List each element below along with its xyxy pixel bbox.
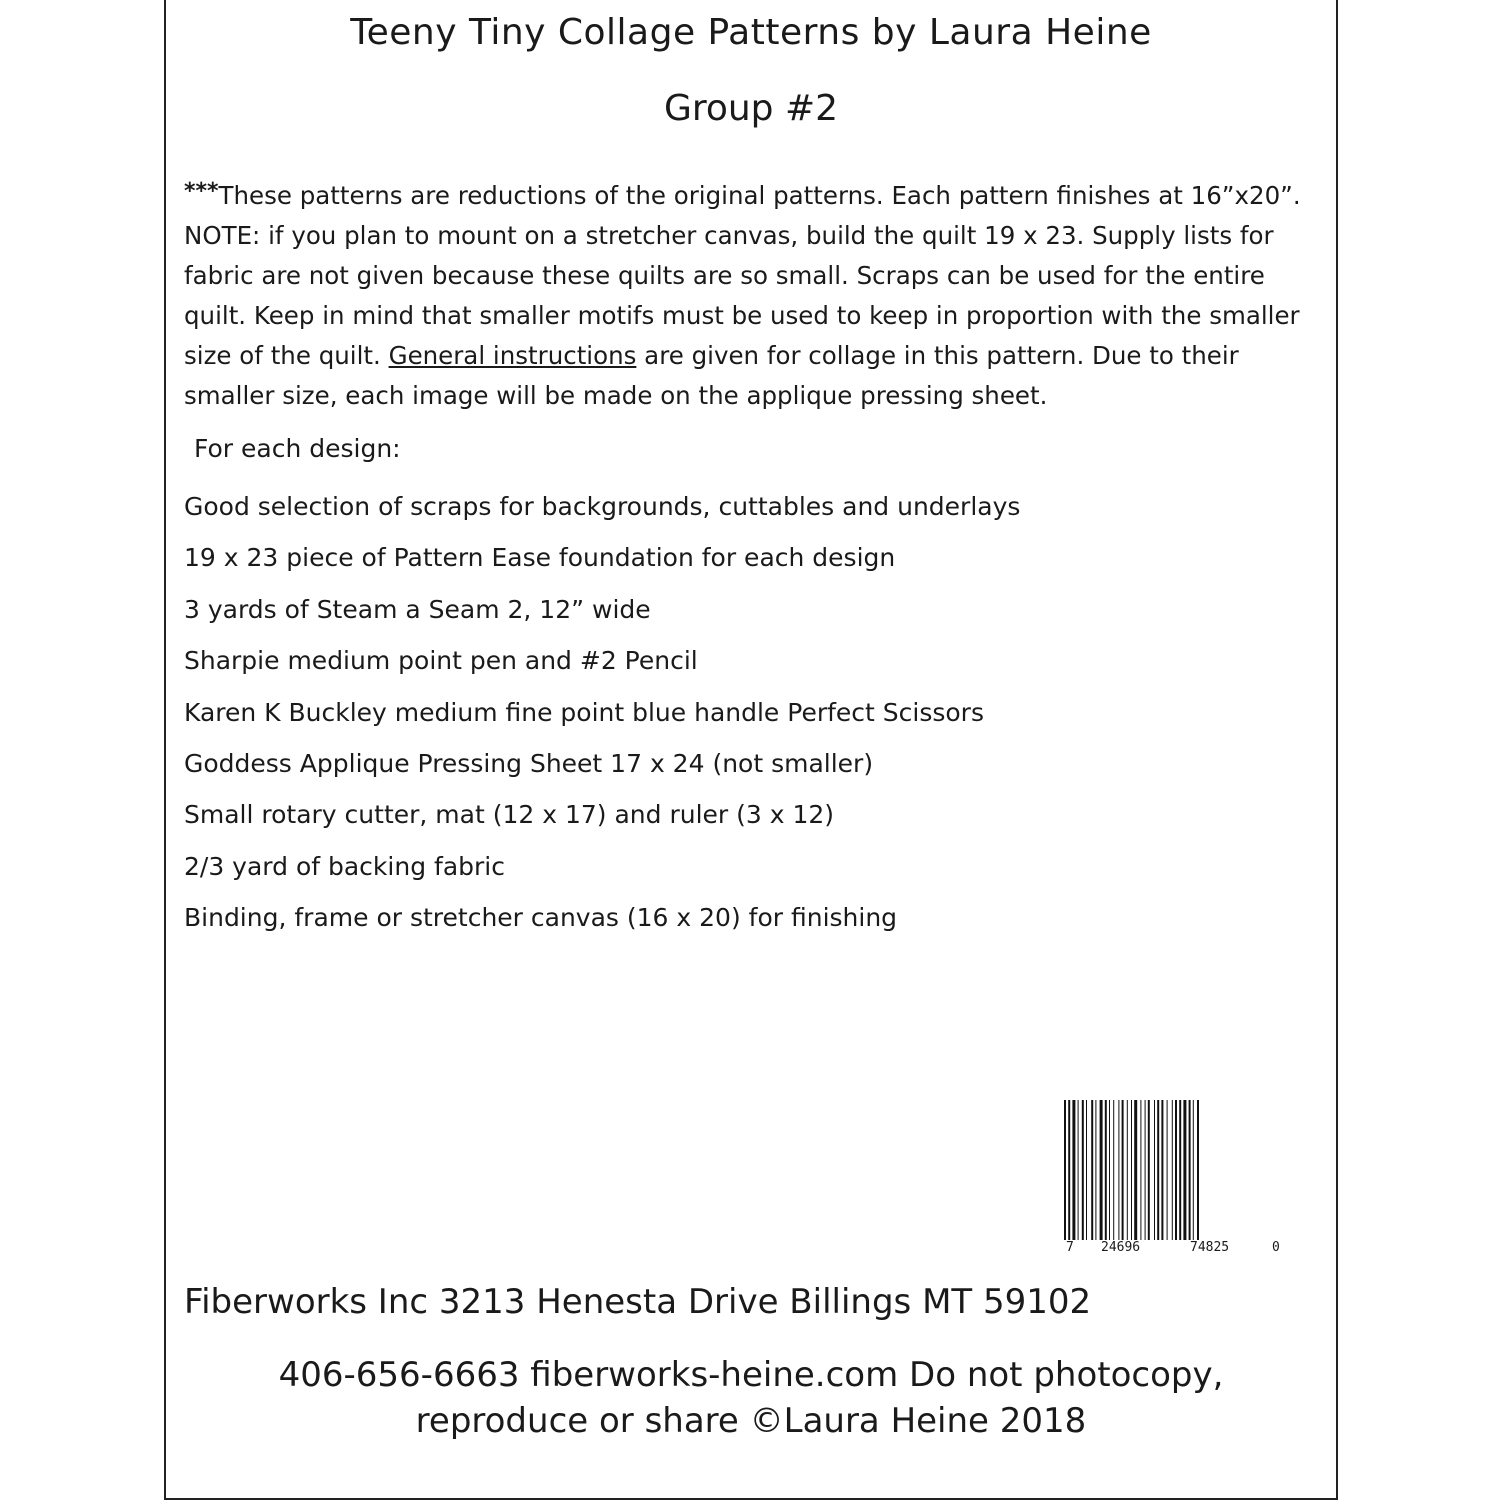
barcode-bar — [1118, 1100, 1119, 1240]
general-instructions-link: General instructions — [388, 341, 637, 370]
group-subtitle: Group #2 — [663, 88, 839, 129]
barcode-bar — [1078, 1100, 1079, 1240]
barcode-bar — [1179, 1100, 1181, 1240]
supply-item: 2/3 yard of backing fabric — [184, 851, 505, 881]
barcode-bar — [1091, 1100, 1093, 1240]
barcode-bar — [1113, 1100, 1114, 1240]
barcode-bar — [1161, 1100, 1163, 1240]
supply-item: Karen K Buckley medium fine point blue handle Perfect Scissors — [184, 697, 984, 727]
barcode-bar — [1131, 1100, 1132, 1240]
barcode-bar — [1072, 1100, 1075, 1240]
barcode-bar — [1183, 1100, 1186, 1240]
barcode-bar — [1167, 1100, 1168, 1240]
publisher-address: Fiberworks Inc 3213 Henesta Drive Billings MT 59102 — [184, 1282, 1092, 1322]
page-title: Teeny Tiny Collage Patterns by Laura Heine — [350, 12, 1152, 53]
supply-item: Binding, frame or stretcher canvas (16 x 20) for finishing — [184, 903, 898, 933]
barcode-bar — [1154, 1100, 1155, 1240]
barcode-bar — [1175, 1100, 1177, 1240]
contact-copyright — [166, 1352, 1336, 1444]
barcode-bar — [1068, 1100, 1070, 1240]
barcode-bar — [1148, 1100, 1150, 1240]
intro-paragraph — [184, 172, 1304, 416]
barcode-bar — [1064, 1100, 1066, 1240]
barcode-bar — [1145, 1100, 1146, 1240]
contact-line: 406-656-6663 fiberworks-heine.com Do not photocopy, — [278, 1355, 1224, 1395]
barcode-digit-first: 7 — [1066, 1240, 1074, 1255]
barcode-bar — [1157, 1100, 1159, 1240]
barcode-bar — [1122, 1100, 1124, 1240]
supply-list — [184, 487, 1020, 950]
supply-item: 19 x 23 piece of Pattern Ease foundation for each design — [184, 543, 896, 573]
barcode-bar — [1109, 1100, 1110, 1240]
barcode-digit-last: 0 — [1272, 1240, 1280, 1255]
supply-item: Small rotary cutter, mat (12 x 17) and ruler (3 x 12) — [184, 800, 835, 830]
barcode-bar — [1189, 1100, 1191, 1240]
upc-barcode — [1064, 1100, 1284, 1260]
supplies-heading: For each design: — [194, 434, 401, 463]
barcode-bar — [1172, 1100, 1173, 1240]
supply-item: Goddess Applique Pressing Sheet 17 x 24 (not smaller) — [184, 748, 874, 778]
supply-item: Sharpie medium point pen and #2 Pencil — [184, 646, 698, 676]
copyright-line: reproduce or share ©Laura Heine 2018 — [415, 1401, 1087, 1441]
intro-text-after-link: are given for collage in this pattern. Due to their smaller size, each image will be made on the applique pressing sheet. — [184, 341, 1239, 410]
barcode-bar — [1134, 1100, 1137, 1240]
barcode-bar — [1193, 1100, 1194, 1240]
barcode-bar — [1105, 1100, 1107, 1240]
barcode-digits-right: 74825 — [1190, 1240, 1230, 1255]
barcode-bar — [1140, 1100, 1141, 1240]
asterisks: *** — [184, 179, 219, 204]
barcode-bar — [1197, 1100, 1199, 1240]
supply-item: Good selection of scraps for backgrounds, cuttables and underlays — [184, 492, 1021, 521]
supply-item: 3 yards of Steam a Seam 2, 12” wide — [184, 594, 651, 624]
intro-text-before-link: These patterns are reductions of the original patterns. Each pattern finishes at 16”x20”. NOTE: if you plan to mount on a stretcher canvas, build the quilt 19 x 23. Supply lists for fabric are not given because these quilts are so small. Scraps can be used for the entire quilt. Keep in mind that smaller motifs must be used to keep in proportion with the smaller size of the quilt. — [184, 181, 1301, 370]
barcode-bar — [1127, 1100, 1128, 1240]
barcode-bar — [1095, 1100, 1096, 1240]
barcode-bar — [1082, 1100, 1084, 1240]
barcode-bar — [1086, 1100, 1087, 1240]
barcode-bar — [1100, 1100, 1103, 1240]
barcode-digits-left: 24696 — [1101, 1240, 1141, 1255]
pattern-back-cover — [164, 0, 1338, 1500]
